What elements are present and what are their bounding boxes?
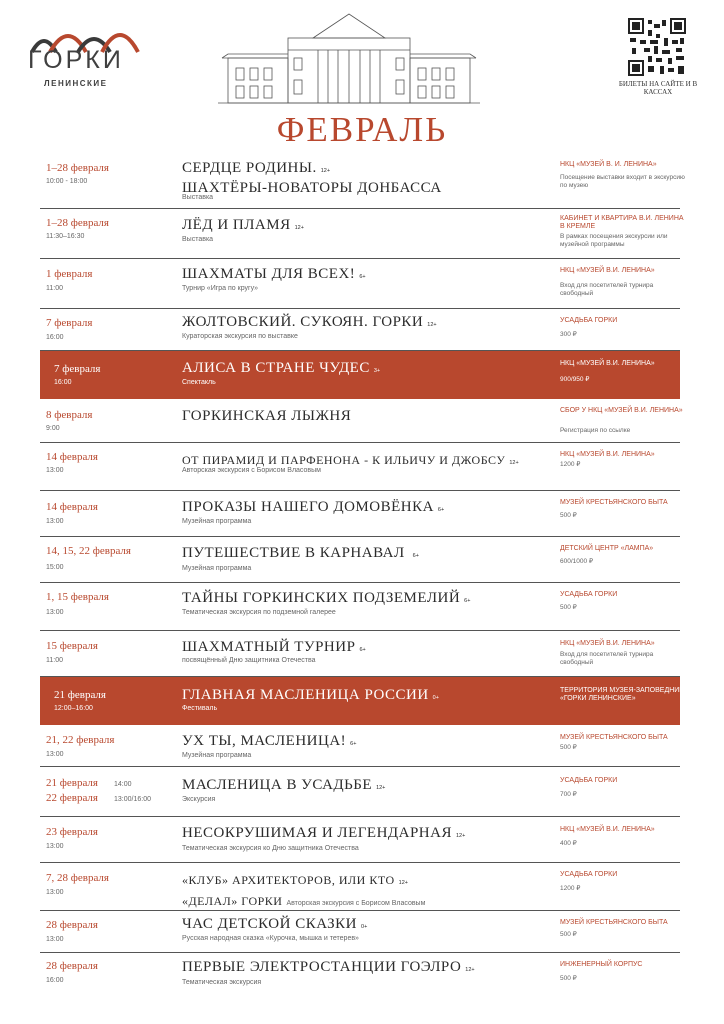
event-subtitle: Тематическая экскурсия по подземной галерее [182,609,336,616]
event-note: Вход для посетителей турнира свободный [560,651,654,666]
event-title-text: ШАХМАТЫ ДЛЯ ВСЕХ! [182,266,356,282]
event-title [182,545,419,565]
event-row [40,491,680,537]
event-time: 11:30–16:30 [46,233,85,240]
logo-subtitle: ЛЕНИНСКИЕ [44,79,108,88]
event-date: 7 февраля [46,317,93,329]
event-subtitle: Русская народная сказка «Курочка, мышка и тетерев» [182,935,359,942]
event-venue: УСАДЬБА ГОРКИ [560,871,618,878]
event-venue: НКЦ «МУЗЕЙ В.И. ЛЕНИНА» [560,826,655,833]
event-title [182,266,366,286]
event-subtitle: Выставка [182,236,214,243]
event-title [182,360,380,380]
events-list [40,158,689,997]
event-row [40,767,680,817]
event-subtitle: Фестиваль [182,705,218,712]
event-note: 500 ₽ [560,975,577,982]
event-row [40,309,680,351]
age-rating: 12+ [376,785,386,791]
event-title-text: ЖОЛТОВСКИЙ. СУКОЯН. ГОРКИ [182,314,424,330]
event-time: 11:00 [46,285,63,292]
event-title-text: ПРОКАЗЫ НАШЕГО ДОМОВЁНКА [182,499,434,515]
event-subtitle: Музейная программа [182,565,252,572]
event-venue: УСАДЬБА ГОРКИ [560,317,618,324]
event-date: 1–28 февраля [46,162,109,174]
age-rating: 6+ [359,274,366,280]
age-rating: 12+ [320,168,331,174]
event-time: 16:00 [46,977,64,984]
qr-caption: БИЛЕТЫ НА САЙТЕ И В КАССАХ [618,80,698,96]
event-note: Посещение выставки входит в экскурсию по музею [560,174,685,189]
event-date: 7, 28 февраля [46,872,109,884]
age-rating: 12+ [455,833,466,839]
event-title-text: ГОРКИНСКАЯ ЛЫЖНЯ [182,408,352,424]
event-date: 1 февраля [46,268,93,280]
event-venue: НКЦ «МУЗЕЙ В.И. ЛЕНИНА» [560,451,655,458]
event-time: 11:00 [46,657,63,664]
event-title [182,916,367,936]
event-subtitle: Турнир «Игра по кругу» [182,285,259,292]
event-date: 1–28 февраля [46,217,109,229]
age-rating: 12+ [294,225,304,231]
event-title-text: ЛЁД И ПЛАМЯ [182,217,291,233]
event-title-text: ПУТЕШЕСТВИЕ В КАРНАВАЛ [182,545,405,561]
event-title [182,590,470,610]
event-subtitle: Тематическая экскурсия [182,979,262,986]
age-rating: 12+ [509,460,519,466]
event-venue: НКЦ «МУЗЕЙ В.И. ЛЕНИНА» [560,640,655,647]
event-title-text: УХ ТЫ, МАСЛЕНИЦА! [182,733,347,749]
event-time: 13:00 [46,609,64,616]
event-title [182,687,439,707]
event-subtitle: Выставка [182,194,214,201]
event-time: 13:00 [46,467,64,474]
event-title-text: ПЕРВЫЕ ЭЛЕКТРОСТАНЦИИ ГОЭЛРО [182,959,462,975]
event-venue: СБОР У НКЦ «МУЗЕЙ В.И. ЛЕНИНА» [560,407,683,414]
age-rating: 12+ [465,967,475,973]
event-venue: МУЗЕЙ КРЕСТЬЯНСКОГО БЫТА [560,499,668,506]
event-date: 14, 15, 22 февраля [46,545,131,557]
event-row [40,399,683,443]
event-note: 1200 ₽ [560,461,581,468]
event-title [182,733,356,753]
event-time: 16:00 [54,379,72,386]
event-note: Вход для посетителей турнира свободный [560,282,654,297]
page-title: ФЕВРАЛЬ [276,110,448,149]
event-time: 13:00/16:00 [114,796,151,803]
event-date: 1, 15 февраля [46,591,109,603]
event-note: 500 ₽ [560,604,577,611]
event-date: 21 февраля [54,689,106,701]
event-row-highlighted [40,677,689,725]
event-date: 23 февраля [46,826,98,838]
event-row [40,631,680,677]
event-subtitle: Авторская экскурсия с Борисом Власовым [286,900,426,907]
event-row [40,863,680,911]
logo-title: ГОРКИ [28,46,124,74]
event-title-text: СЕРДЦЕ РОДИНЫ. [182,160,317,176]
event-row [40,209,684,259]
event-date: 28 февраля [46,919,98,931]
page-header [0,0,724,160]
event-title [182,825,465,845]
event-venue: НКЦ «МУЗЕЙ В.И. ЛЕНИНА» [560,267,655,274]
event-note: 500 ₽ [560,931,577,938]
event-note: 900/950 ₽ [560,376,590,383]
event-note: 500 ₽ [560,512,577,519]
age-rating: 6+ [359,647,366,653]
event-venue: УСАДЬБА ГОРКИ [560,777,618,784]
age-rating: 0+ [432,695,439,701]
event-title-line2: «ДЕЛАЛ» ГОРКИ [182,894,283,908]
event-row [40,259,680,309]
event-date: 28 февраля [46,960,98,972]
event-title [182,871,425,913]
event-date: 8 февраля [46,409,93,421]
event-venue: ИНЖЕНЕРНЫЙ КОРПУС [560,961,643,968]
event-venue: МУЗЕЙ КРЕСТЬЯНСКОГО БЫТА [560,919,668,926]
event-title-text: АЛИСА В СТРАНЕ ЧУДЕС [182,360,370,376]
event-venue: ТЕРРИТОРИЯ МУЗЕЯ-ЗАПОВЕДНИКА «ГОРКИ ЛЕНИНСКИЕ» [560,687,689,702]
age-rating: 6+ [412,553,419,559]
event-title-text: ОТ ПИРАМИД И ПАРФЕНОНА - К ИЛЬИЧУ И ДЖОБСУ [182,453,506,467]
event-row-highlighted [40,351,680,399]
event-time: 13:00 [46,518,64,525]
event-subtitle: Музейная программа [182,752,252,759]
event-note: 400 ₽ [560,840,577,847]
event-venue: НКЦ «МУЗЕЙ В. И. ЛЕНИНА» [560,161,657,168]
event-note: В рамках посещения экскурсии или музейной программы [560,233,668,248]
event-title-text: МАСЛЕНИЦА В УСАДЬБЕ [182,777,373,793]
event-title [182,499,444,519]
event-time: 16:00 [46,334,64,341]
event-note: Регистрация по ссылке [560,427,631,434]
event-row [40,537,680,583]
event-title-text: ГЛАВНАЯ МАСЛЕНИЦА РОССИИ [182,687,429,703]
event-date: 7 февраля [54,363,101,375]
event-row [40,725,680,767]
event-subtitle: Кураторская экскурсия по выставке [182,333,298,340]
age-rating: 6+ [350,741,357,747]
event-row [40,158,685,209]
event-title-text: ЧАС ДЕТСКОЙ СКАЗКИ [182,916,358,932]
event-title [182,959,475,979]
event-row [40,583,680,631]
event-date: 21 февраля [46,777,98,789]
qr-code-icon [628,18,686,76]
event-venue: ДЕТСКИЙ ЦЕНТР «ЛАМПА» [560,545,654,552]
event-title-text: НЕСОКРУШИМАЯ И ЛЕГЕНДАРНАЯ [182,825,452,841]
event-time: 14:00 [114,781,132,788]
event-venue: КАБИНЕТ И КВАРТИРА В.И. ЛЕНИНА В КРЕМЛЕ [560,215,684,230]
age-rating: 6+ [437,507,445,513]
event-time: 9:00 [46,425,60,432]
event-date: 15 февраля [46,640,98,652]
event-subtitle: Тематическая экскурсия ко Дню защитника Отечества [182,845,359,852]
event-date: 21, 22 февраля [46,734,115,746]
age-rating: 0+ [361,924,368,930]
event-venue: УСАДЬБА ГОРКИ [560,591,618,598]
event-time: 15:00 [46,564,64,571]
event-row [40,443,680,491]
manor-house-icon [218,8,480,108]
event-title [182,777,385,797]
event-subtitle: посвящённый Дню защитника Отечества [182,657,316,664]
event-subtitle: Экскурсия [182,796,216,803]
event-title-text: «КЛУБ» АРХИТЕКТОРОВ, ИЛИ КТО [182,873,395,887]
event-title [182,314,437,334]
event-subtitle: Музейная программа [182,518,252,525]
event-time: 13:00 [46,751,64,758]
event-row [40,817,680,863]
age-rating: 3+ [373,368,381,374]
event-title-text: ТАЙНЫ ГОРКИНСКИХ ПОДЗЕМЕЛИЙ [182,590,461,606]
event-title [182,408,355,428]
event-row [40,911,680,953]
event-time: 13:00 [46,843,64,850]
event-time: 13:00 [46,936,64,943]
event-date: 14 февраля [46,501,98,513]
event-row [40,953,680,997]
age-rating: 6+ [464,598,471,604]
event-note: 500 ₽ [560,744,577,751]
event-subtitle: Авторская экскурсия с Борисом Власовым [182,467,321,474]
event-note: 600/1000 ₽ [560,558,594,565]
age-rating: 12+ [398,880,408,886]
event-title-line2: ШАХТЁРЫ-НОВАТОРЫ ДОНБАССА [182,180,442,196]
event-venue: НКЦ «МУЗЕЙ В.И. ЛЕНИНА» [560,360,655,367]
event-title-text: ШАХМАТНЫЙ ТУРНИР [182,639,356,655]
event-dates [46,777,151,807]
event-note: 1200 ₽ [560,885,581,892]
event-subtitle: Спектакль [182,379,216,386]
event-title [182,639,366,659]
event-date: 14 февраля [46,451,98,463]
age-rating: 12+ [427,322,437,328]
event-title [182,217,304,237]
event-title [182,160,442,197]
event-date: 22 февраля [46,792,98,804]
event-time: 12:00–16:00 [54,705,93,712]
event-venue: МУЗЕЙ КРЕСТЬЯНСКОГО БЫТА [560,734,668,741]
event-note: 300 ₽ [560,331,577,338]
event-time: 10:00 - 18:00 [46,178,88,185]
event-time: 13:00 [46,889,64,896]
event-note: 700 ₽ [560,791,577,798]
